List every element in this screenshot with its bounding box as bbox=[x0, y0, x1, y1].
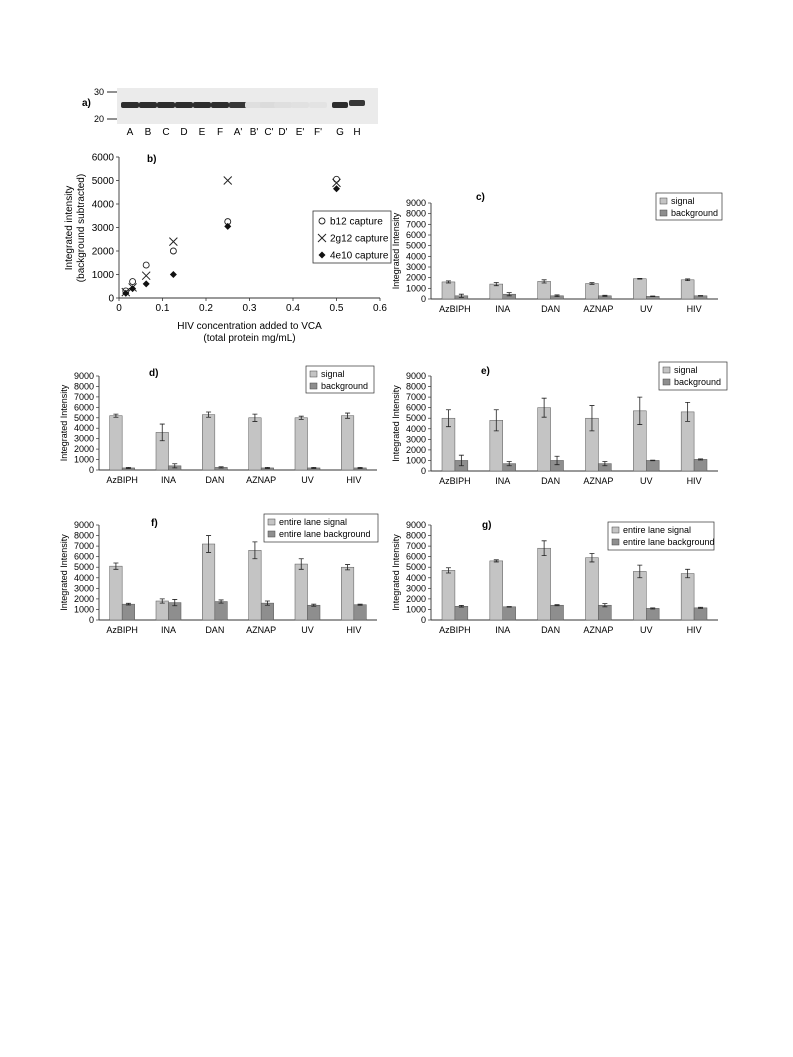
bar-ylabel-3: Integrated Intensity bbox=[59, 534, 69, 611]
bar-ytick-label-2-7: 7000 bbox=[405, 392, 426, 403]
bar-ytick-label-3-5: 5000 bbox=[73, 562, 94, 573]
scatter-point-2-1 bbox=[129, 285, 136, 292]
scatter-legend-label-2: 4e10 capture bbox=[330, 250, 389, 262]
gel-lane-label-11: E' bbox=[295, 127, 305, 138]
bar-ytick-label-1-8: 8000 bbox=[73, 381, 94, 392]
scatter-point-0-2 bbox=[143, 262, 149, 268]
bar-category-label-3-0: AzBIPH bbox=[106, 625, 138, 635]
gel-band-12 bbox=[309, 102, 327, 108]
bar-legend-swatch-2-0 bbox=[663, 367, 670, 373]
scatter-legend-label-0: b12 capture bbox=[330, 216, 383, 228]
bar-3-1-2 bbox=[215, 602, 228, 620]
bar-panel-4 bbox=[391, 520, 718, 635]
bar-ytick-label-2-5: 5000 bbox=[405, 413, 426, 424]
bar-ytick-label-1-7: 7000 bbox=[73, 391, 94, 402]
scatter-xtick-label-3: 0.3 bbox=[242, 303, 257, 314]
gel-band-7 bbox=[229, 102, 247, 108]
gel-lane-label-1: A bbox=[126, 127, 134, 138]
bar-ytick-label-3-2: 2000 bbox=[73, 593, 94, 604]
gel-lane-labels bbox=[127, 127, 361, 138]
bar-ytick-label-4-9: 9000 bbox=[405, 520, 426, 530]
scatter-point-2-2 bbox=[143, 280, 150, 287]
bar-legend-swatch-4-1 bbox=[612, 539, 619, 545]
bar-legend-label-2-0: signal bbox=[674, 365, 698, 375]
bar-ytick-label-1-3: 3000 bbox=[73, 433, 94, 444]
scatter-point-2-3 bbox=[170, 271, 177, 278]
scatter-point-1-4 bbox=[224, 177, 232, 185]
scatter-ytick-label-2: 2000 bbox=[91, 246, 114, 258]
bar-ylabel-2: Integrated Intensity bbox=[391, 385, 401, 462]
bar-error-4-1-1 bbox=[507, 606, 512, 607]
bar-panel-label-3: f) bbox=[151, 518, 158, 529]
bar-4-1-4 bbox=[646, 608, 659, 620]
bar-panel-label-0: c) bbox=[476, 192, 485, 203]
gel-lane-label-6: F bbox=[216, 127, 224, 138]
bar-4-1-0 bbox=[455, 606, 468, 620]
bar-legend-label-4-1: entire lane background bbox=[623, 537, 715, 547]
gel-lane-label-8: B' bbox=[249, 127, 259, 138]
gel-lane-label-7: A' bbox=[233, 127, 243, 138]
bar-ytick-label-1-4: 4000 bbox=[73, 423, 94, 434]
scatter-xtick-label-4: 0.4 bbox=[286, 303, 300, 314]
scatter-xtick-label-6: 0.6 bbox=[373, 303, 387, 314]
panel-b-scatter bbox=[64, 153, 391, 345]
bar-0-0-1 bbox=[490, 284, 503, 299]
bar-ytick-label-0-3: 3000 bbox=[405, 262, 426, 272]
bar-3-0-4 bbox=[295, 564, 308, 620]
gel-band-2 bbox=[139, 102, 157, 108]
bar-ytick-label-0-7: 7000 bbox=[405, 219, 426, 230]
gel-lane-label-2: B bbox=[144, 127, 152, 138]
bar-4-1-2 bbox=[551, 605, 564, 620]
gel-lane-label-3: C bbox=[162, 127, 170, 138]
bar-ytick-label-3-8: 8000 bbox=[73, 530, 94, 541]
bar-category-label-1-4: UV bbox=[301, 475, 314, 485]
bar-ytick-label-3-1: 1000 bbox=[73, 604, 94, 615]
bar-ytick-label-0-1: 1000 bbox=[405, 283, 426, 294]
bar-ytick-label-1-2: 2000 bbox=[73, 444, 94, 455]
bar-4-0-1 bbox=[490, 561, 503, 620]
bar-4-0-3 bbox=[586, 558, 599, 620]
bar-ytick-label-4-3: 3000 bbox=[405, 583, 426, 594]
bar-ytick-label-0-2: 2000 bbox=[405, 272, 426, 283]
bar-3-1-3 bbox=[261, 603, 274, 620]
scatter-point-0-3 bbox=[170, 248, 176, 254]
bar-ytick-label-2-3: 3000 bbox=[405, 434, 426, 445]
scatter-ytick-label-3: 3000 bbox=[91, 223, 114, 234]
bar-ytick-label-2-4: 4000 bbox=[405, 423, 426, 434]
bar-category-label-3-2: DAN bbox=[205, 625, 225, 635]
scatter-xtick-label-1: 0.1 bbox=[155, 303, 170, 314]
bar-panel-label-1: d) bbox=[149, 368, 159, 379]
bar-ylabel-1: Integrated Intensity bbox=[59, 384, 69, 462]
gel-lane-label-10: D' bbox=[278, 127, 288, 138]
bar-4-0-4 bbox=[633, 571, 646, 620]
bar-ytick-label-0-4: 4000 bbox=[405, 251, 426, 262]
bar-ytick-label-2-1: 1000 bbox=[405, 455, 426, 466]
bar-4-1-5 bbox=[694, 608, 707, 620]
bar-category-label-4-4: UV bbox=[639, 625, 653, 635]
bar-category-label-4-0: AzBIPH bbox=[439, 625, 471, 635]
bar-legend-label-2-1: background bbox=[674, 377, 722, 387]
bar-3-0-5 bbox=[341, 567, 354, 620]
bar-category-label-0-2: DAN bbox=[541, 304, 561, 314]
bar-error-0-1-5 bbox=[698, 295, 703, 296]
scatter-ytick-label-1: 1000 bbox=[91, 270, 114, 281]
bar-ytick-label-3-6: 6000 bbox=[73, 551, 94, 562]
scatter-ytick-label-4: 4000 bbox=[91, 199, 114, 211]
bar-legend-swatch-3-1 bbox=[268, 531, 275, 537]
bar-category-label-4-3: AZNAP bbox=[583, 625, 614, 635]
gel-lane-label-14: H bbox=[353, 127, 361, 138]
bar-1-0-4 bbox=[295, 418, 308, 470]
bar-panel-1 bbox=[59, 366, 377, 485]
gel-lane-label-12: F' bbox=[313, 127, 323, 138]
scatter-ytick-label-5: 5000 bbox=[91, 176, 114, 187]
bar-category-label-1-5: HIV bbox=[346, 475, 362, 485]
bar-ytick-label-2-0: 0 bbox=[420, 466, 426, 476]
bar-3-1-4 bbox=[308, 605, 321, 620]
bar-2-1-4 bbox=[646, 460, 659, 471]
bar-category-label-4-1: INA bbox=[495, 625, 511, 635]
bar-category-label-4-2: DAN bbox=[541, 625, 561, 635]
bar-category-label-3-1: INA bbox=[160, 625, 177, 635]
bar-3-1-0 bbox=[122, 604, 135, 620]
bar-category-label-3-4: UV bbox=[301, 625, 314, 635]
gel-lane-label-9: C' bbox=[264, 127, 274, 138]
bar-ytick-label-0-6: 6000 bbox=[405, 230, 426, 240]
gel-band-14 bbox=[349, 100, 365, 106]
marker-30-label: 30 bbox=[94, 87, 105, 97]
bar-ytick-label-3-9: 9000 bbox=[73, 520, 94, 530]
bar-panels bbox=[59, 192, 727, 635]
bar-panel-label-2: e) bbox=[481, 366, 490, 377]
bar-legend-label-3-1: entire lane background bbox=[279, 529, 371, 539]
scatter-points bbox=[122, 176, 341, 296]
bar-0-0-0 bbox=[442, 282, 455, 299]
scatter-ylabel: Integrated intensity bbox=[64, 185, 75, 271]
bar-panel-2 bbox=[391, 362, 727, 486]
bar-category-label-1-0: AzBIPH bbox=[106, 475, 138, 485]
bar-legend-swatch-1-1 bbox=[310, 383, 317, 389]
gel-lane-label-13: G bbox=[336, 127, 344, 138]
bar-4-0-0 bbox=[442, 570, 455, 620]
gel-band-11 bbox=[291, 102, 309, 108]
bar-4-1-1 bbox=[503, 607, 516, 620]
bar-legend-swatch-0-0 bbox=[660, 198, 667, 204]
bar-3-1-5 bbox=[354, 605, 367, 620]
bar-legend-swatch-1-0 bbox=[310, 371, 317, 377]
bar-category-label-1-3: AZNAP bbox=[246, 475, 277, 485]
bar-error-0-0-4 bbox=[637, 278, 642, 279]
bar-ytick-label-4-0: 0 bbox=[420, 615, 426, 625]
gel-band-5 bbox=[193, 102, 211, 108]
bar-category-label-3-3: AZNAP bbox=[246, 625, 277, 635]
bar-3-0-1 bbox=[156, 601, 169, 620]
scatter-xtick-label-2: 0.2 bbox=[199, 303, 213, 314]
bar-category-label-3-5: HIV bbox=[346, 625, 362, 635]
panel-a-label: a) bbox=[82, 98, 91, 109]
bar-legend-label-1-0: signal bbox=[321, 369, 345, 379]
bar-ytick-label-2-9: 9000 bbox=[405, 371, 426, 381]
scatter-point-1-2 bbox=[142, 272, 150, 280]
bar-ytick-label-4-6: 6000 bbox=[405, 551, 426, 562]
bar-category-label-0-1: INA bbox=[495, 304, 511, 314]
bar-category-label-2-2: DAN bbox=[541, 476, 561, 486]
bar-legend-label-0-0: signal bbox=[671, 196, 695, 206]
gel-lane-label-5: E bbox=[198, 127, 206, 138]
bar-ytick-label-1-9: 9000 bbox=[73, 371, 94, 381]
bar-ytick-label-3-7: 7000 bbox=[73, 541, 94, 552]
bar-ytick-label-4-2: 2000 bbox=[405, 593, 426, 604]
scatter-xlabel: HIV concentration added to VCA bbox=[177, 321, 322, 332]
bar-panel-3 bbox=[59, 514, 378, 635]
bar-ytick-label-0-8: 8000 bbox=[405, 208, 426, 219]
scatter-legend-label-1: 2g12 capture bbox=[330, 233, 389, 245]
scatter-point-2-5 bbox=[333, 185, 340, 192]
bar-category-label-2-0: AzBIPH bbox=[439, 476, 471, 486]
bar-ytick-label-1-1: 1000 bbox=[73, 454, 94, 465]
bar-legend-label-1-1: background bbox=[321, 381, 369, 391]
bar-ytick-label-3-0: 0 bbox=[88, 615, 94, 625]
scatter-point-1-3 bbox=[169, 238, 177, 246]
gel-band-3 bbox=[157, 102, 175, 108]
scatter-ytick-label-6: 6000 bbox=[91, 152, 114, 164]
scatter-xtick-label-0: 0 bbox=[116, 303, 122, 314]
bar-ytick-label-2-2: 2000 bbox=[405, 444, 426, 455]
scatter-xlabel-2: (total protein mg/mL) bbox=[203, 333, 296, 344]
scatter-point-0-1 bbox=[130, 279, 136, 285]
bar-1-0-0 bbox=[110, 416, 123, 470]
scatter-legend-marker-0 bbox=[319, 218, 325, 224]
bar-4-0-5 bbox=[681, 574, 694, 620]
bar-4-0-2 bbox=[538, 548, 551, 620]
bar-category-label-0-0: AzBIPH bbox=[439, 304, 471, 314]
bar-legend-label-0-1: background bbox=[671, 208, 719, 218]
bar-category-label-4-5: HIV bbox=[686, 625, 702, 635]
bar-panel-0 bbox=[391, 192, 722, 314]
bar-0-0-3 bbox=[586, 284, 599, 299]
bar-ylabel-0: Integrated Intensity bbox=[391, 212, 401, 290]
gel-lane-label-4: D bbox=[180, 127, 188, 138]
bar-ytick-label-0-9: 9000 bbox=[405, 198, 426, 208]
scatter-ylabel-2: (background subtracted) bbox=[76, 173, 87, 283]
marker-20-label: 20 bbox=[94, 114, 105, 124]
bar-0-0-5 bbox=[681, 280, 694, 299]
panel-b-label: b) bbox=[147, 154, 157, 165]
bar-ytick-label-0-0: 0 bbox=[420, 294, 426, 304]
bar-legend-label-3-0: entire lane signal bbox=[279, 517, 348, 527]
gel-band-10 bbox=[274, 102, 292, 108]
bar-3-0-2 bbox=[202, 544, 215, 620]
scatter-ytick-label-0: 0 bbox=[108, 293, 114, 305]
gel-band-13 bbox=[332, 102, 348, 108]
bar-category-label-1-1: INA bbox=[160, 475, 177, 485]
scatter-xtick-label-5: 0.5 bbox=[329, 303, 344, 314]
bar-category-label-1-2: DAN bbox=[205, 475, 225, 485]
bar-1-0-3 bbox=[249, 418, 262, 470]
bar-ytick-label-1-0: 0 bbox=[88, 465, 94, 475]
bar-category-label-2-5: HIV bbox=[686, 476, 702, 486]
bar-legend-swatch-3-0 bbox=[268, 519, 275, 525]
bar-legend-swatch-4-0 bbox=[612, 527, 619, 533]
bar-error-0-1-4 bbox=[650, 296, 655, 297]
bar-0-0-2 bbox=[538, 281, 551, 299]
bar-error-2-1-4 bbox=[650, 460, 655, 461]
bar-1-0-2 bbox=[202, 415, 215, 470]
bar-ytick-label-4-4: 4000 bbox=[405, 572, 426, 583]
bar-3-0-3 bbox=[249, 550, 262, 620]
bar-ytick-label-1-5: 5000 bbox=[73, 412, 94, 423]
bar-category-label-2-3: AZNAP bbox=[583, 476, 614, 486]
bar-2-1-5 bbox=[694, 459, 707, 471]
bar-ytick-label-3-3: 3000 bbox=[73, 583, 94, 594]
bar-4-1-3 bbox=[598, 605, 611, 620]
bar-panel-label-4: g) bbox=[482, 520, 492, 531]
bar-ytick-label-4-7: 7000 bbox=[405, 541, 426, 552]
bar-category-label-0-3: AZNAP bbox=[583, 304, 614, 314]
bar-3-0-0 bbox=[110, 566, 123, 620]
gel-band-6 bbox=[211, 102, 229, 108]
bar-ytick-label-3-4: 4000 bbox=[73, 572, 94, 583]
bar-ytick-label-2-8: 8000 bbox=[405, 381, 426, 392]
bar-1-0-5 bbox=[341, 416, 354, 470]
bar-legend-swatch-0-1 bbox=[660, 210, 667, 216]
bar-ytick-label-4-8: 8000 bbox=[405, 530, 426, 541]
bar-category-label-2-1: INA bbox=[495, 476, 511, 486]
bar-ytick-label-0-5: 5000 bbox=[405, 240, 426, 251]
bar-0-0-4 bbox=[633, 279, 646, 299]
bar-ytick-label-4-1: 1000 bbox=[405, 604, 426, 615]
bar-legend-swatch-2-1 bbox=[663, 379, 670, 385]
bar-legend-label-4-0: entire lane signal bbox=[623, 525, 692, 535]
panel-a-blot bbox=[82, 87, 378, 138]
bar-category-label-0-5: HIV bbox=[686, 304, 702, 314]
gel-band-4 bbox=[175, 102, 193, 108]
bar-ytick-label-2-6: 6000 bbox=[405, 402, 426, 413]
gel-band-1 bbox=[121, 102, 139, 108]
bar-ylabel-4: Integrated Intensity bbox=[391, 534, 401, 611]
bar-category-label-0-4: UV bbox=[639, 304, 653, 314]
bar-category-label-2-4: UV bbox=[639, 476, 653, 486]
bar-ytick-label-1-6: 6000 bbox=[73, 402, 94, 413]
bar-ytick-label-4-5: 5000 bbox=[405, 562, 426, 573]
